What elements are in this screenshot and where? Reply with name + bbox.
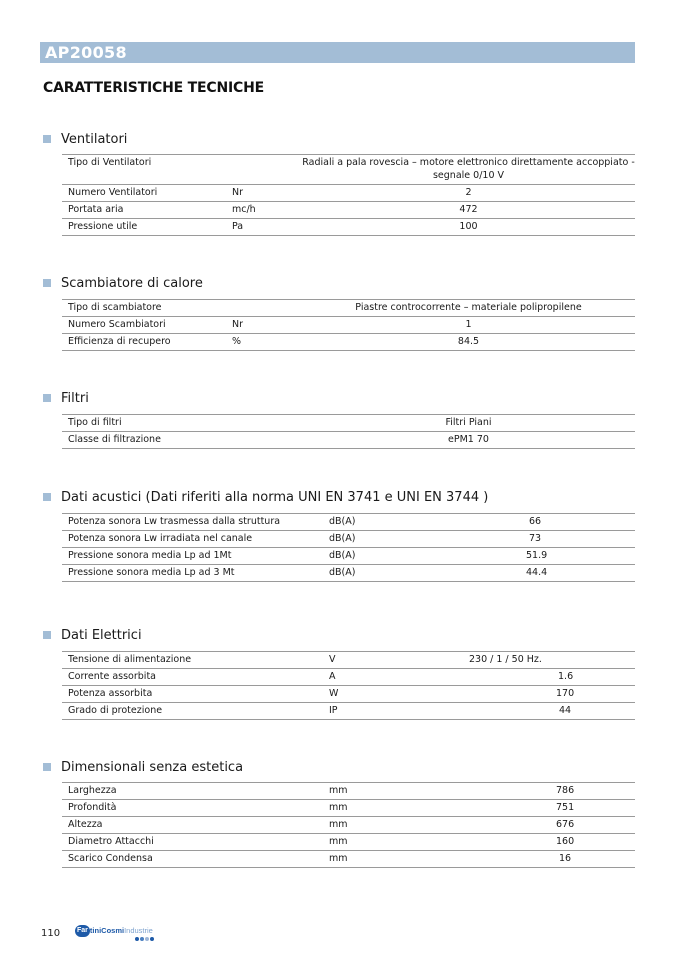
table-row [62,432,635,449]
table-row [62,514,635,531]
table-row [62,155,635,185]
row-label: Tipo di filtri [68,417,122,428]
row-label: Grado di protezione [68,705,163,716]
row-value: 73 [529,533,542,544]
row-unit: dB(A) [329,567,356,578]
spec-table [62,414,635,449]
logo-dots-icon [135,937,154,941]
table-row [62,185,635,202]
spec-table [62,299,635,351]
row-unit: mm [329,785,348,796]
table-row [62,565,635,582]
row-label: Classe di filtrazione [68,434,161,445]
table-row [62,317,635,334]
row-label: Tensione di alimentazione [68,654,192,665]
section-title: Dati Elettrici [61,627,142,643]
row-unit: mm [329,853,348,864]
row-value: 170 [556,688,575,699]
row-unit: Nr [232,319,244,330]
bullet-square-icon [43,763,51,771]
bullet-square-icon [43,631,51,639]
row-unit: Nr [232,187,244,198]
row-unit [232,155,302,185]
row-value: Filtri Piani [445,417,492,428]
section-title: Scambiatore di calore [61,275,203,291]
row-label: Diametro Attacchi [68,836,154,847]
table-row [62,652,635,669]
table-row [62,531,635,548]
bullet-square-icon [43,135,51,143]
spec-table [62,782,635,868]
row-unit [232,300,302,317]
table-row [62,669,635,686]
row-unit: W [329,688,339,699]
row-unit: mm [329,819,348,830]
row-unit [232,415,302,432]
row-unit [232,432,302,449]
model-code: AP20058 [45,43,127,62]
section-title: Filtri [61,390,89,406]
table-row [62,851,635,868]
bullet-square-icon [43,493,51,501]
row-label: Potenza sonora Lw trasmessa dalla struttura [68,516,281,527]
row-value: ePM1 70 [448,434,489,445]
row-value: 1 [465,319,472,330]
row-unit: Pa [232,221,244,232]
row-value: 44.4 [526,567,548,578]
row-value: Radiali a pala rovescia – motore elettronico direttamente accoppiato - segnale 0/10 V [302,157,635,181]
row-label: Pressione sonora media Lp ad 1Mt [68,550,232,561]
row-label: Profondità [68,802,117,813]
page-number: 110 [41,928,61,939]
row-label: Pressione sonora media Lp ad 3 Mt [68,567,235,578]
table-row [62,334,635,351]
row-label: Numero Scambiatori [68,319,166,330]
table-row [62,202,635,219]
logo-badge: Far [75,925,90,937]
row-unit: V [329,654,336,665]
row-unit: % [232,336,242,347]
spec-table [62,154,635,236]
row-value: 44 [559,705,572,716]
row-unit: mm [329,836,348,847]
row-value: 2 [465,187,472,198]
table-row [62,300,635,317]
row-label: Scarico Condensa [68,853,153,864]
row-label: Tipo di Ventilatori [68,157,152,168]
row-value: 160 [556,836,575,847]
row-value: 1.6 [558,671,574,682]
table-row [62,783,635,800]
table-row [62,415,635,432]
row-value: 230 / 1 / 50 Hz. [469,654,542,665]
page-title: CARATTERISTICHE TECNICHE [43,80,264,96]
row-unit: mm [329,802,348,813]
row-unit: dB(A) [329,533,356,544]
row-value: 84.5 [457,336,480,347]
row-value: 751 [556,802,575,813]
bullet-square-icon [43,279,51,287]
row-value: 51.9 [526,550,548,561]
row-value: 66 [529,516,542,527]
row-value: 100 [459,221,478,232]
table-row [62,686,635,703]
row-label: Larghezza [68,785,117,796]
row-label: Tipo di scambiatore [68,302,162,313]
section-title: Dati acustici (Dati riferiti alla norma UNI EN 3741 e UNI EN 3744 ) [61,489,489,505]
row-unit: A [329,671,336,682]
row-label: Potenza sonora Lw irradiata nel canale [68,533,253,544]
section-title: Ventilatori [61,131,128,147]
row-label: Potenza assorbita [68,688,153,699]
spec-table [62,513,635,582]
row-value: Piastre controcorrente – materiale polipropilene [355,302,582,313]
table-row [62,219,635,236]
table-row [62,703,635,720]
logo-text-bold: tiniCosmi [89,926,125,935]
row-unit: IP [329,705,338,716]
row-label: Pressione utile [68,221,138,232]
row-value: 676 [556,819,575,830]
table-row [62,817,635,834]
row-unit: dB(A) [329,550,356,561]
row-unit: mc/h [232,204,256,215]
row-unit: dB(A) [329,516,356,527]
table-row [62,548,635,565]
row-value: 472 [459,204,478,215]
row-label: Altezza [68,819,103,830]
row-label: Portata aria [68,204,124,215]
logo-text-light: Industrie [124,926,153,935]
row-label: Numero Ventilatori [68,187,158,198]
model-header-bar [40,42,635,63]
row-label: Corrente assorbita [68,671,156,682]
brand-logo [75,925,153,943]
bullet-square-icon [43,394,51,402]
table-row [62,834,635,851]
spec-table [62,651,635,720]
section-title: Dimensionali senza estetica [61,759,244,775]
row-value: 16 [559,853,572,864]
row-value: 786 [556,785,575,796]
row-label: Efficienza di recupero [68,336,171,347]
table-row [62,800,635,817]
